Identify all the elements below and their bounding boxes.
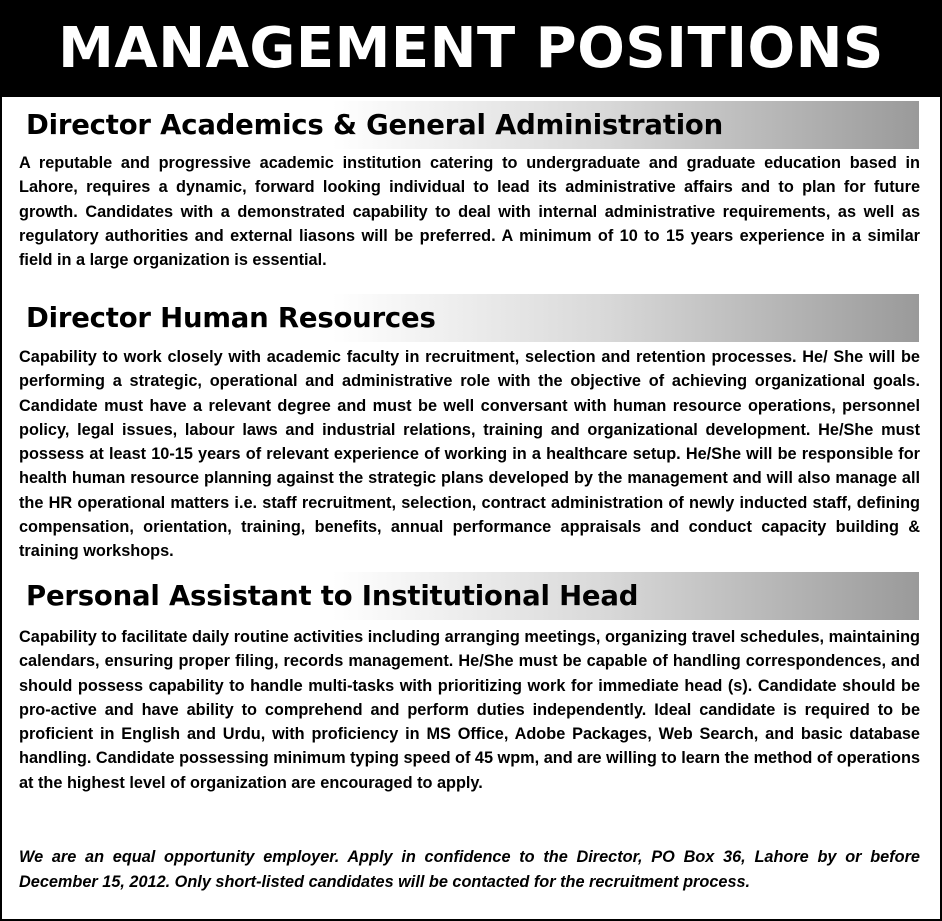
section-heading-personal-assistant: Personal Assistant to Institutional Head <box>16 572 919 620</box>
section-body-director-hr: Capability to work closely with academic faculty in recruitment, selection and retention processes. He/ She will be performing a strategic, operational and administrative role with the objective of achieving organizational goals. Candidate must have a relevant degree and must be well conversant with human resource operations, personnel policy, legal issues, labour laws and industrial relations, training and organizational development. He/She must possess at least 10-15 years of relevant experience of working in a healthcare setup. He/She will be responsible for health human resource planning against the strategic plans developed by the management and will also manage all the HR operational matters i.e. staff recruitment, selection, contract administration of newly inducted staff, defining compensation, orientation, training, benefits, annual performance appraisals and conduct capacity building & training workshops. <box>19 348 920 561</box>
page-title: MANAGEMENT POSITIONS <box>2 0 940 97</box>
section-body-director-academics: A reputable and progressive academic institution catering to undergraduate and graduate education based in Lahore, requires a dynamic, forward looking individual to lead its administrative affairs and to plan for future growth. Candidates with a demonstrated capability to deal with internal administrative requirements, as well as regulatory authorities and external liasons will be preferred. A minimum of 10 to 15 years experience in a similar field in a large organization is essential. <box>19 154 920 270</box>
section-heading-director-hr: Director Human Resources <box>16 294 919 342</box>
section-body-personal-assistant: Capability to facilitate daily routine activities including arranging meetings, organizing travel schedules, maintaining calendars, ensuring proper filing, records management. He/She must be capable of handling correspondences, and should possess capability to handle multi-tasks with prioritizing work for immediate head (s). Candidate should be pro-active and have ability to comprehend and perform duties independently. Ideal candidate is required to be proficient in English and Urdu, with proficiency in MS Office, Adobe Packages, Web Search, and basic database handling. Candidate possessing minimum typing speed of 45 wpm, and are willing to learn the method of operations at the highest level of organization are encouraged to apply. <box>19 628 921 792</box>
footer-note: We are an equal opportunity employer. Apply in confidence to the Director, PO Box 36, Lahore by or before December 15, 2012. Only short-listed candidates will be contacted for the recruitment process. <box>19 848 920 891</box>
section-heading-director-academics: Director Academics & General Administration <box>16 101 919 149</box>
